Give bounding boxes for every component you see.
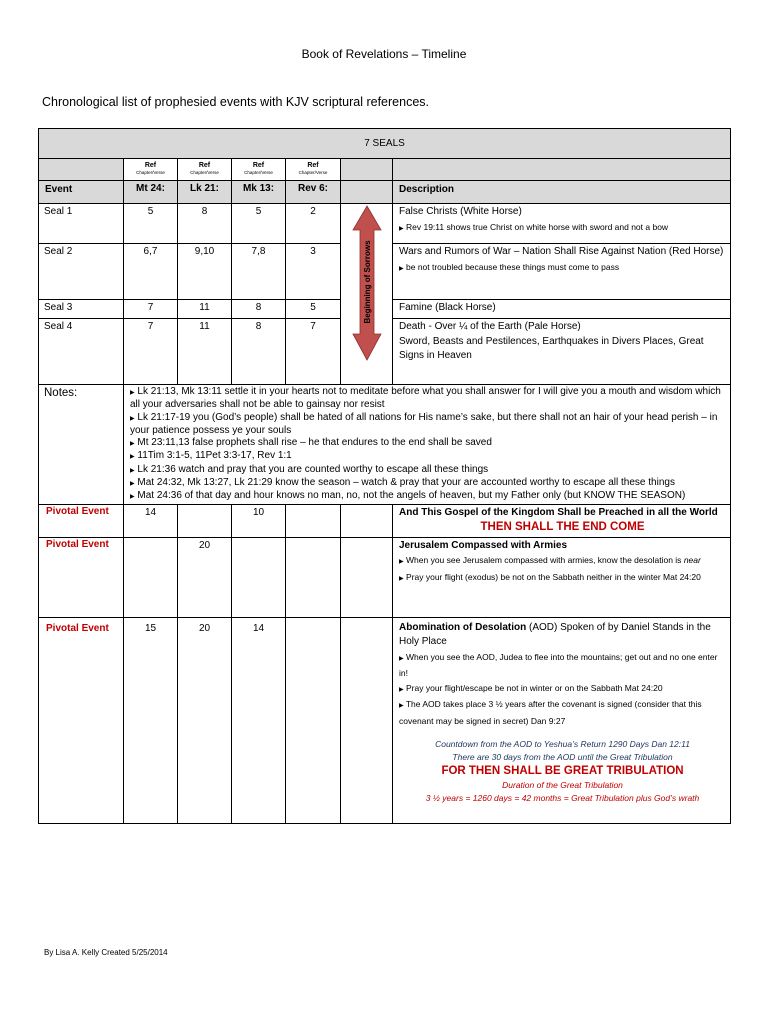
empty-cell [341,537,393,617]
ref-cell: 14 [124,504,178,537]
book-header-matthew: Mt 24: [124,181,178,204]
pivotal-event-label: Pivotal Event [39,537,124,617]
description-main: False Christs (White Horse) [399,206,522,217]
ref-label-cell: Ref Chapter/Verse [124,159,178,181]
notes-row [39,385,731,505]
ref-cell: 3 [286,244,341,300]
bullet-triangle-icon: ▶ [399,575,404,582]
ref-cell: 7 [124,300,178,319]
arrow-label: Beginning of Sorrows [363,240,372,324]
table-row [39,617,731,823]
note-item: ▶ Mat 24:36 of that day and hour knows no man, no, not the angels of heaven, but my Father only (but KNOW THE SEASON) [130,490,686,502]
bullet-triangle-icon: ▶ [399,686,404,693]
ref-cell: 5 [286,300,341,319]
bullet-triangle-icon: ▶ [130,467,135,474]
ref-cell: 11 [178,319,232,385]
seal-description [393,300,731,319]
seal-event-label: Seal 2 [39,244,124,300]
bullet-triangle-icon: ▶ [399,655,404,662]
document-subtitle: Chronological list of prophesied events with KJV scriptural references. [42,95,429,109]
ref-cell [286,617,341,823]
ref-label-cell: Ref Chapter/Verse [286,159,341,181]
pivotal-description [393,537,731,617]
ref-label-cell: Ref Chapter/Verse [178,159,232,181]
bullet-triangle-icon: ▶ [130,415,135,422]
double-arrow-icon [341,204,393,362]
pivotal-heading: Jerusalem Compassed with Armies [399,539,568,551]
ref-cell: 7 [286,319,341,385]
description-main: Famine (Black Horse) [399,302,496,313]
countdown-text: There are 30 days from the AOD until the Great Tribulation [452,752,673,763]
seal-description [393,204,731,244]
document-title: Book of Revelations – Timeline [301,47,467,61]
pivotal-event-label: Pivotal Event [39,504,124,537]
description-bullet: ▶ The AOD takes place 3 ½ years after the covenant is signed (consider that this covenant may be signed in secret) Dan 9:27 [399,699,702,726]
note-item: ▶ Mat 24:32, Mk 13:27, Lk 21:29 know the season – watch & pray that your are accounted worthy to escape all these things [130,477,675,489]
note-item: ▶ Lk 21:36 watch and pray that you are counted worthy to escape all these things [130,463,489,475]
duration-text: 3 ½ years = 1260 days = 42 months = Great Tribulation plus God’s wrath [425,792,700,803]
note-item: ▶ Lk 21:13, Mk 13:11 settle it in your hearts not to meditate before what you shall answer for I will give you a mouth and wisdom which all your adversaries shall not be able to gainsay nor resist [130,386,721,411]
bullet-triangle-icon: ▶ [399,559,404,566]
description-bullet: ▶ be not troubled because these things must come to pass [399,261,620,272]
ref-cell: 7 [124,319,178,385]
duration-text: Duration of the Great Tribulation [502,779,623,790]
ref-cell: 10 [232,504,286,537]
sorrows-arrow-cell [341,204,393,385]
description-bullet: ▶ When you see Jerusalem compassed with armies, know the desolation is near [399,555,701,566]
ref-spacer-cell [393,159,731,181]
ref-cell: 5 [232,204,286,244]
seal-event-label: Seal 1 [39,204,124,244]
description-column-header: Description [393,181,731,204]
ref-cell [232,537,286,617]
ref-cell [178,504,232,537]
description-bullet: ▶ Rev 19:11 shows true Christ on white horse with sword and not a bow [399,221,669,232]
ref-cell: 8 [232,319,286,385]
seal-description [393,319,731,385]
timeline-table [38,128,731,824]
seal-event-label: Seal 3 [39,300,124,319]
ref-cell: 15 [124,617,178,823]
description-bullet: ▶ Pray your flight/escape be not in winter or on the Sabbath Mat 24:20 [399,682,663,693]
description-bullet: ▶ Pray your flight (exodus) be not on the Sabbath neither in the winter Mat 24:20 [399,571,701,582]
pivotal-event-label: Pivotal Event [39,617,124,823]
ref-cell: 8 [232,300,286,319]
arrow-header-cell [341,181,393,204]
ref-spacer-cell [341,159,393,181]
note-item: ▶ Mt 23:11,13 false prophets shall rise – he that endures to the end shall be saved [130,437,492,449]
note-item: ▶ 11Tim 3:1-5, 11Pet 3:3-17, Rev 1:1 [130,450,292,462]
notes-label: Notes: [39,385,124,505]
event-column-header: Event [39,181,124,204]
pivotal-heading: Abomination of Desolation (AOD) Spoken of by Daniel Stands in the Holy Place [399,621,711,648]
notes-list [124,385,731,505]
ref-cell: 7,8 [232,244,286,300]
table-row [39,204,731,244]
description-bullet: ▶ When you see the AOD, Judea to flee into the mountains; get out and no one enter in! [399,651,718,679]
ref-cell: 14 [232,617,286,823]
bullet-triangle-icon: ▶ [399,265,404,272]
book-header-revelation: Rev 6: [286,181,341,204]
ref-cell: 6,7 [124,244,178,300]
ref-cell: 5 [124,204,178,244]
pivotal-callout: THEN SHALL THE END COME [480,521,645,534]
pivotal-callout: FOR THEN SHALL BE GREAT TRIBULATION [441,765,684,778]
document-footer: By Lisa A. Kelly Created 5/25/2014 [44,948,168,957]
ref-spacer-cell [39,159,124,181]
bullet-triangle-icon: ▶ [130,494,135,501]
bullet-triangle-icon: ▶ [399,225,404,232]
description-main: Death - Over ¼ of the Earth (Pale Horse) [399,321,581,332]
bullet-triangle-icon: ▶ [399,703,404,710]
ref-cell: 20 [178,617,232,823]
book-header-luke: Lk 21: [178,181,232,204]
countdown-text: Countdown from the AOD to Yeshua’s Return 1290 Days Dan 12:11 [435,739,690,750]
table-row [39,537,731,617]
book-header-mark: Mk 13: [232,181,286,204]
ref-cell: 20 [178,537,232,617]
description-extra: Sword, Beasts and Pestilences, Earthquakes in Divers Places, Great Signs in Heaven [399,335,704,361]
empty-cell [341,504,393,537]
note-item: ▶ Lk 21:17-19 you (God’s people) shall be hated of all nations for His name’s sake, but there shall not an hair of your head perish – in your patience possess ye your souls [130,411,718,436]
bullet-triangle-icon: ▶ [130,441,135,448]
ref-cell: 9,10 [178,244,232,300]
ref-cell: 11 [178,300,232,319]
table-row [39,504,731,537]
pivotal-heading: And This Gospel of the Kingdom Shall be Preached in all the World [399,506,718,518]
ref-cell: 2 [286,204,341,244]
ref-cell: 8 [178,204,232,244]
bullet-triangle-icon: ▶ [130,390,135,396]
ref-cell [286,504,341,537]
bullet-triangle-icon: ▶ [130,454,135,461]
ref-cell [286,537,341,617]
section-title: 7 SEALS [39,129,731,159]
empty-cell [341,617,393,823]
description-main: Wars and Rumors of War – Nation Shall Rise Against Nation (Red Horse) [399,246,724,257]
bullet-triangle-icon: ▶ [130,481,135,488]
ref-cell [124,537,178,617]
seal-description [393,244,731,300]
pivotal-description [393,504,731,537]
seal-event-label: Seal 4 [39,319,124,385]
pivotal-description [393,617,731,823]
ref-label-cell: Ref Chapter/Verse [232,159,286,181]
